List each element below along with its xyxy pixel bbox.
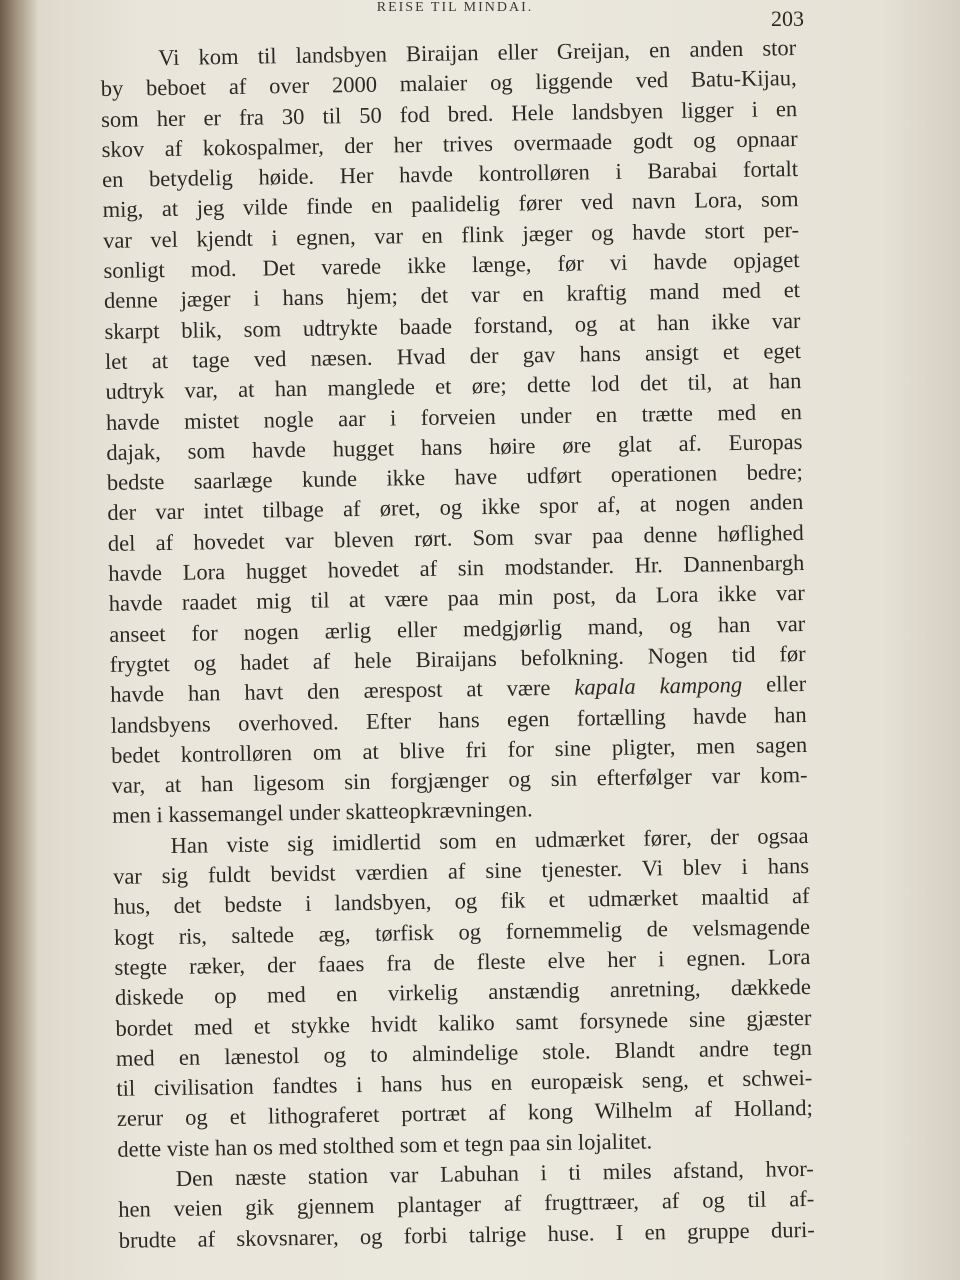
text-line: diskede op med en virkelig anstændig anretning, dækkede (114, 974, 812, 1011)
text-segment: eller (765, 671, 807, 697)
page-number: 203 (771, 6, 804, 31)
text-line: bedet kontrolløren om at blive fri for sine pligter, men sagen (110, 731, 808, 768)
italic-phrase: kapala kampong (574, 672, 743, 700)
text-line: Den næste station var Labuhan i ti miles afstand, hvor- (175, 1155, 814, 1191)
text-line: som her er fra 30 til 50 fod bred. Hele landsbyen ligger i en (100, 95, 798, 132)
text-line: var, at han ligesom sin forgjænger og sin efterfølger var kom- (111, 762, 808, 799)
text-line: let at tage ved næsen. Hvad der gav hans ansigt et eget (104, 337, 802, 374)
text-line: denne jæger i hans hjem; det var en kraftig mand med et (103, 277, 801, 314)
text-line: Vi kom til landsbyen Biraijan eller Greijan, en anden stor (158, 35, 797, 71)
text-line: til civilisation fandtes i hans hus en europæisk seng, et schwei- (116, 1065, 813, 1101)
text-line: dette viste han os med stolthed som et tegn paa sin lojalitet. (117, 1128, 653, 1162)
text-segment: havde han havt den ærespost at være (110, 675, 551, 708)
text-line: zerur og et lithograferet portræt af kong Wilhelm af Holland; (116, 1095, 813, 1132)
body-text (100, 33, 815, 1256)
text-line: der var intet tilbage af øret, og ikke spor af, at nogen anden (107, 489, 804, 526)
text-line: brudte af skovsnarer, og forbi talrige huse. I en gruppe duri- (118, 1216, 815, 1253)
text-line: var vel kjendt i egnen, var en flink jæger og havde stort per- (102, 216, 800, 253)
text-line: men i kassemangel under skatteopkrævningen. (111, 796, 533, 829)
text-line: skov af kokospalmer, der her trives overmaade godt og opnaar (101, 125, 798, 162)
text-line: bedste saarlæge kunde ikke have udført operationen bedre; (106, 459, 804, 496)
text-line: havde Lora hugget hovedet af sin modstander. Hr. Dannenbargh (108, 550, 805, 586)
text-line: Han viste sig imidlertid som en udmærket fører, der ogsaa (170, 822, 809, 858)
paragraph-1 (100, 33, 808, 832)
text-line: sonligt mod. Det varede ikke længe, før vi havde opjaget (103, 247, 800, 284)
text-line: udtryk var, at han manglede et øre; dette lod det til, at han (105, 368, 802, 405)
text-line: mig, at jeg vilde finde en paalidelig fører ved navn Lora, som (102, 186, 799, 223)
book-gutter (0, 0, 38, 1280)
text-line: var sig fuldt bevidst værdien af sine tjenester. Vi blev i hans (112, 852, 810, 889)
paragraph-2 (112, 821, 813, 1165)
text-line: by beboet af over 2000 malaier og liggende ved Batu-Kijau, (100, 65, 797, 102)
running-title: REISE TIL MINDAI. (376, 0, 534, 15)
text-line: anseet for nogen ærlig eller medgjørlig mand, og han var (109, 610, 806, 647)
text-line: bordet med et stykke hvidt kaliko samt forsynede sine gjæster (115, 1004, 812, 1041)
text-line: havde mistet nogle aar i forveien under en trætte med en (105, 398, 803, 435)
text-line: kogt ris, saltede æg, tørfisk og fornemmelig de velsmagende (113, 913, 811, 950)
text-line: landsbyens overhoved. Efter hans egen fortælling havde han (110, 701, 807, 738)
text-line: hus, det bedste i landsbyen, og fik et udmærket maaltid af (113, 883, 810, 920)
text-line: havde raadet mig til at være paa min post, da Lora ikke var (108, 580, 805, 617)
text-line: dajak, som havde hugget hans høire øre glat af. Europas (106, 428, 803, 465)
text-line: del af hovedet var bleven rørt. Som svar paa denne høflighed (107, 519, 804, 556)
text-line: hen veien gik gjennem plantager af frugttræer, af og til af- (118, 1186, 815, 1223)
paragraph-3 (118, 1154, 815, 1256)
text-line: en betydelig høide. Her havde kontrolløren i Barabai fortalt (101, 156, 799, 193)
text-line: stegte ræker, der faaes fra de fleste elve her i egnen. Lora (114, 943, 811, 980)
text-line: skarpt blik, som udtrykte baade forstand, og at han ikke var (104, 307, 801, 344)
text-line: frygtet og hadet af hele Biraijans befolkning. Nogen tid før (109, 640, 806, 677)
text-line: med en lænestol og to almindelige stole. Blandt andre tegn (115, 1034, 813, 1071)
